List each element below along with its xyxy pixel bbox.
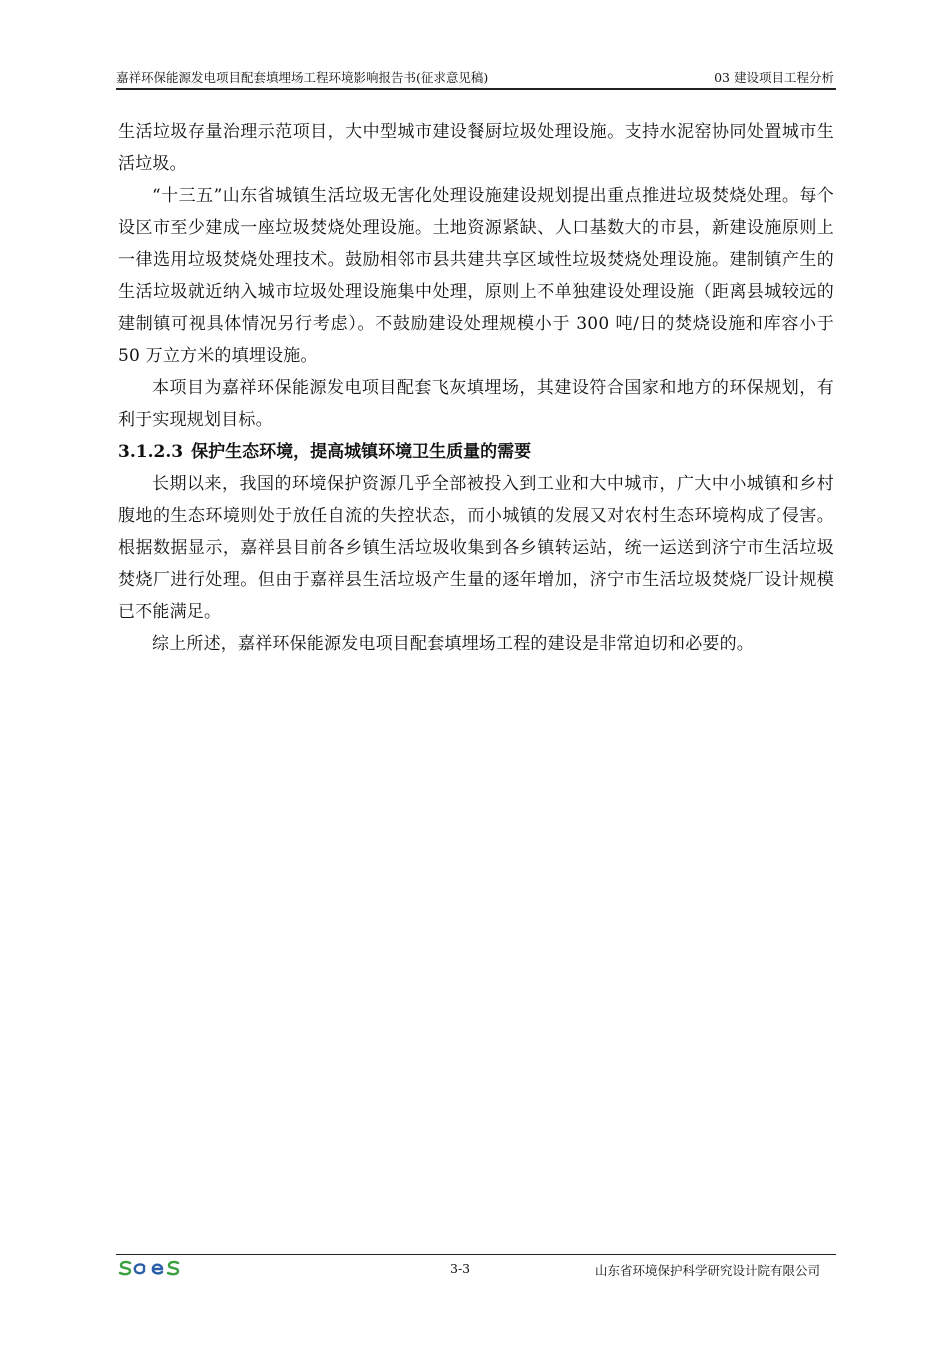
logo-letter-e <box>153 1265 162 1274</box>
organization-name: 山东省环境保护科学研究设计院有限公司 <box>594 1263 820 1278</box>
paragraph-4: 长期以来，我国的环境保护资源几乎全部被投入到工业和大中城市，广大中小城镇和乡村腹地的生态环境则处于放任自流的失控状态，而小城镇的发展又对农村生态环境构成了侵害。根据数据显示，嘉祥县目前各乡镇生活垃圾收集到各乡镇转运站，统一运送到济宁市生活垃圾焚烧厂进行处理。但由于嘉祥县生活垃圾产生量的逐年增加，济宁市生活垃圾焚烧厂设计规模已不能满足。 <box>118 474 834 622</box>
paragraph-5: 综上所述，嘉祥环保能源发电项目配套填埋场工程的建设是非常迫切和必要的。 <box>152 634 754 654</box>
page-footer <box>116 1254 836 1285</box>
logo-letter-a <box>135 1264 144 1273</box>
paragraph-2: “十三五”山东省城镇生活垃圾无害化处理设施建设规划提出重点推进垃圾焚烧处理。每个设区市至少建成一座垃圾焚烧处理设施。土地资源紧缺、人口基数大的市县，新建设施原则上一律选用垃圾焚烧处理技术。鼓励相邻市县共建共享区域性垃圾焚烧处理设施。建制镇产生的生活垃圾就近纳入城市垃圾处理设施集中处理，原则上不单独建设处理设施（距离县城较远的建制镇可视具体情况另行考虑）。不鼓励建设处理规模小于 300 吨/日的焚烧设施和库容小于 50 万立方米的填埋设施。 <box>118 186 834 366</box>
saes-logo <box>118 1259 182 1277</box>
logo-letter-s1 <box>120 1262 130 1274</box>
section-title: 03 建设项目工程分析 <box>714 70 834 85</box>
section-heading <box>118 436 834 468</box>
section-heading-number: 3.1.2.3 <box>118 442 184 462</box>
document-body <box>118 116 834 660</box>
logo-letter-s2 <box>168 1262 178 1274</box>
paragraph-3: 本项目为嘉祥环保能源发电项目配套飞灰填埋场，其建设符合国家和地方的环保规划，有利于实现规划目标。 <box>118 378 834 430</box>
page-header <box>116 62 836 90</box>
section-heading-text: 保护生态环境，提高城镇环境卫生质量的需要 <box>191 442 532 462</box>
document-title: 嘉祥环保能源发电项目配套填埋场工程环境影响报告书(征求意见稿) <box>116 70 489 85</box>
page-number: 3-3 <box>450 1261 471 1276</box>
paragraph-1: 生活垃圾存量治理示范项目，大中型城市建设餐厨垃圾处理设施。支持水泥窑协同处置城市生活垃圾。 <box>118 122 834 174</box>
